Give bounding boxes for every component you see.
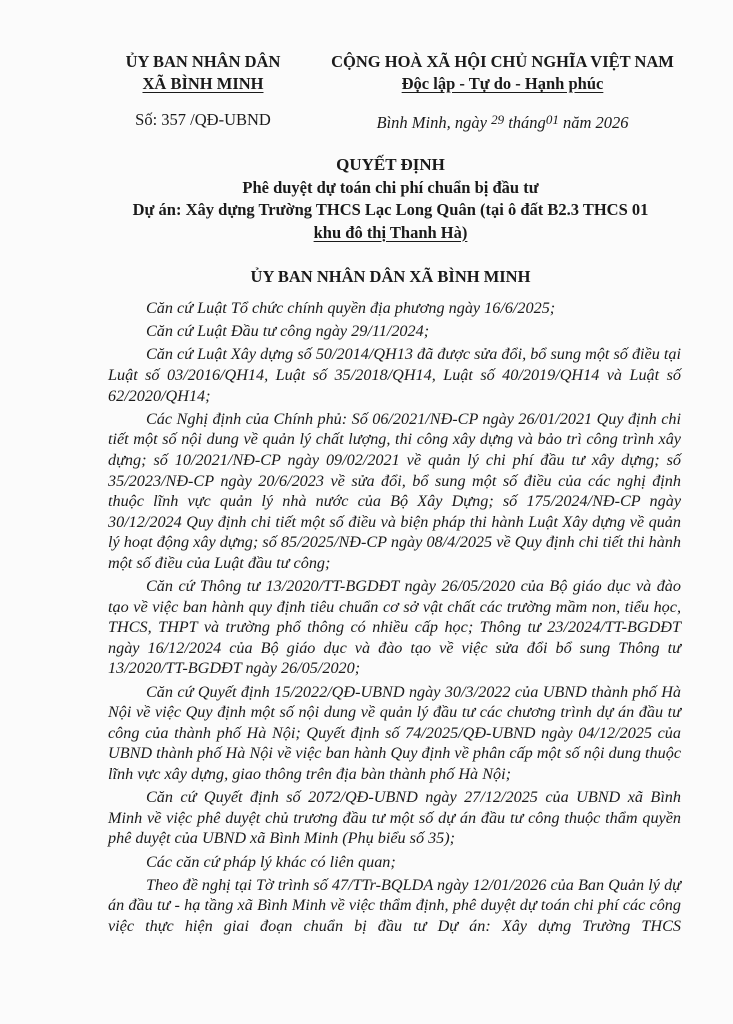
motto: Độc lập - Tự do - Hạnh phúc [401,74,604,93]
date-prefix: Bình Minh, ngày [376,113,492,132]
document-date [324,109,681,134]
paragraph: Căn cứ Luật Đầu tư công ngày 29/11/2024; [146,322,430,341]
title-line3: khu đô thị Thanh Hà) [313,222,468,242]
document-body [108,298,681,937]
national-motto [324,51,681,95]
month-label: tháng [504,113,546,132]
header-row [100,51,681,95]
month-handwritten: 01 [545,112,559,127]
day-handwritten: 29 [491,112,505,127]
issuer-heading: ỦY BAN NHÂN DÂN XÃ BÌNH MINH [250,267,531,286]
paragraph: Các căn cứ pháp lý khác có liên quan; [146,852,396,871]
title-line1: Phê duyệt dự toán chi phí chuẩn bị đầu tư [242,177,539,197]
document-number: Số: 357 /QĐ-UBND [135,110,271,129]
paragraph: Theo đề nghị tại Tờ trình số 47/TTr-BQLDA ngày 12/01/2026 của Ban Quản lý dự án đầu tư - hạ tầng xã Bình Minh về việc thẩm định, phê duyệt dự toán chi phí các công việc thực hiện giai đoạn chuẩn bị đầu tư Dự án: Xây dựng Trường THCS [108,875,681,935]
issuing-agency [100,51,306,95]
document-title [100,154,681,244]
meta-row [100,109,681,134]
title-heading: QUYẾT ĐỊNH [336,155,445,174]
country-name: CỘNG HOÀ XÃ HỘI CHỦ NGHĨA VIỆT NAM [331,52,674,71]
paragraph: Căn cứ Luật Xây dựng số 50/2014/QH13 đã được sửa đổi, bổ sung một số điều tại Luật số 03/2016/QH14, Luật số 35/2018/QH14, Luật số 40/2019/QH14 và Luật số 62/2020/QH14; [108,345,681,405]
year: năm 2026 [558,113,629,132]
paragraph: Căn cứ Quyết định 15/2022/QĐ-UBND ngày 30/3/2022 của UBND thành phố Hà Nội về việc Quy định một số nội dung về quản lý đầu tư các chương trình dự án đầu tư công của thành phố Hà Nội; Quyết định số 74/2025/QĐ-UBND ngày 04/12/2025 của UBND thành phố Hà Nội về việc ban hành Quy định về phân cấp một số nội dung thuộc lĩnh vực xây dựng, giao thông trên địa bàn thành phố Hà Nội; [108,682,681,784]
paragraph: Căn cứ Luật Tổ chức chính quyền địa phương ngày 16/6/2025; [146,299,556,317]
paragraph: Các Nghị định của Chính phủ: Số 06/2021/NĐ-CP ngày 26/01/2021 Quy định chi tiết một số nội dung về quản lý chất lượng, thi công xây dựng và bảo trì công trình xây dựng; số 10/2021/NĐ-CP ngày 09/02/2021 về quản lý chi phí đầu tư xây dựng; số 35/2023/NĐ-CP ngày 20/6/2023 về sửa đổi, bổ sung một số điều của các nghị định thuộc lĩnh vực quản lý nhà nước của Bộ Xây Dựng; số 175/2024/NĐ-CP ngày 30/12/2024 Quy định chi tiết một số điều và biện pháp thi hành Luật Xây dựng về quản lý hoạt động xây dựng; số 85/2025/NĐ-CP ngày 08/4/2025 về Quy định chi tiết thi hành một số điều của Luật đầu tư công; [108,409,681,572]
agency-line2: XÃ BÌNH MINH [142,74,264,93]
paragraph: Căn cứ Quyết định số 2072/QĐ-UBND ngày 27/12/2025 của UBND xã Bình Minh về việc phê duyệt chủ trương đầu tư một số dự án đầu tư công thuộc thẩm quyền phê duyệt của UBND xã Bình Minh (Phụ biểu số 35); [108,788,681,848]
paragraph: Căn cứ Thông tư 13/2020/TT-BGDĐT ngày 26/05/2020 của Bộ giáo dục và đào tạo về việc ban hành quy định tiêu chuẩn cơ sở vật chất các trường mầm non, tiểu học, THCS, THPT và trường phổ thông có nhiều cấp học; Thông tư 23/2024/TT-BGDĐT ngày 16/12/2024 của Bộ giáo dục và đào tạo về việc sửa đổi bổ sung Thông tư 13/2020/TT-BGDĐT ngày 26/05/2020; [108,577,681,678]
agency-line1: ỦY BAN NHÂN DÂN [125,52,281,71]
title-line2: Dự án: Xây dựng Trường THCS Lạc Long Quân (tại ô đất B2.3 THCS 01 [132,200,649,219]
